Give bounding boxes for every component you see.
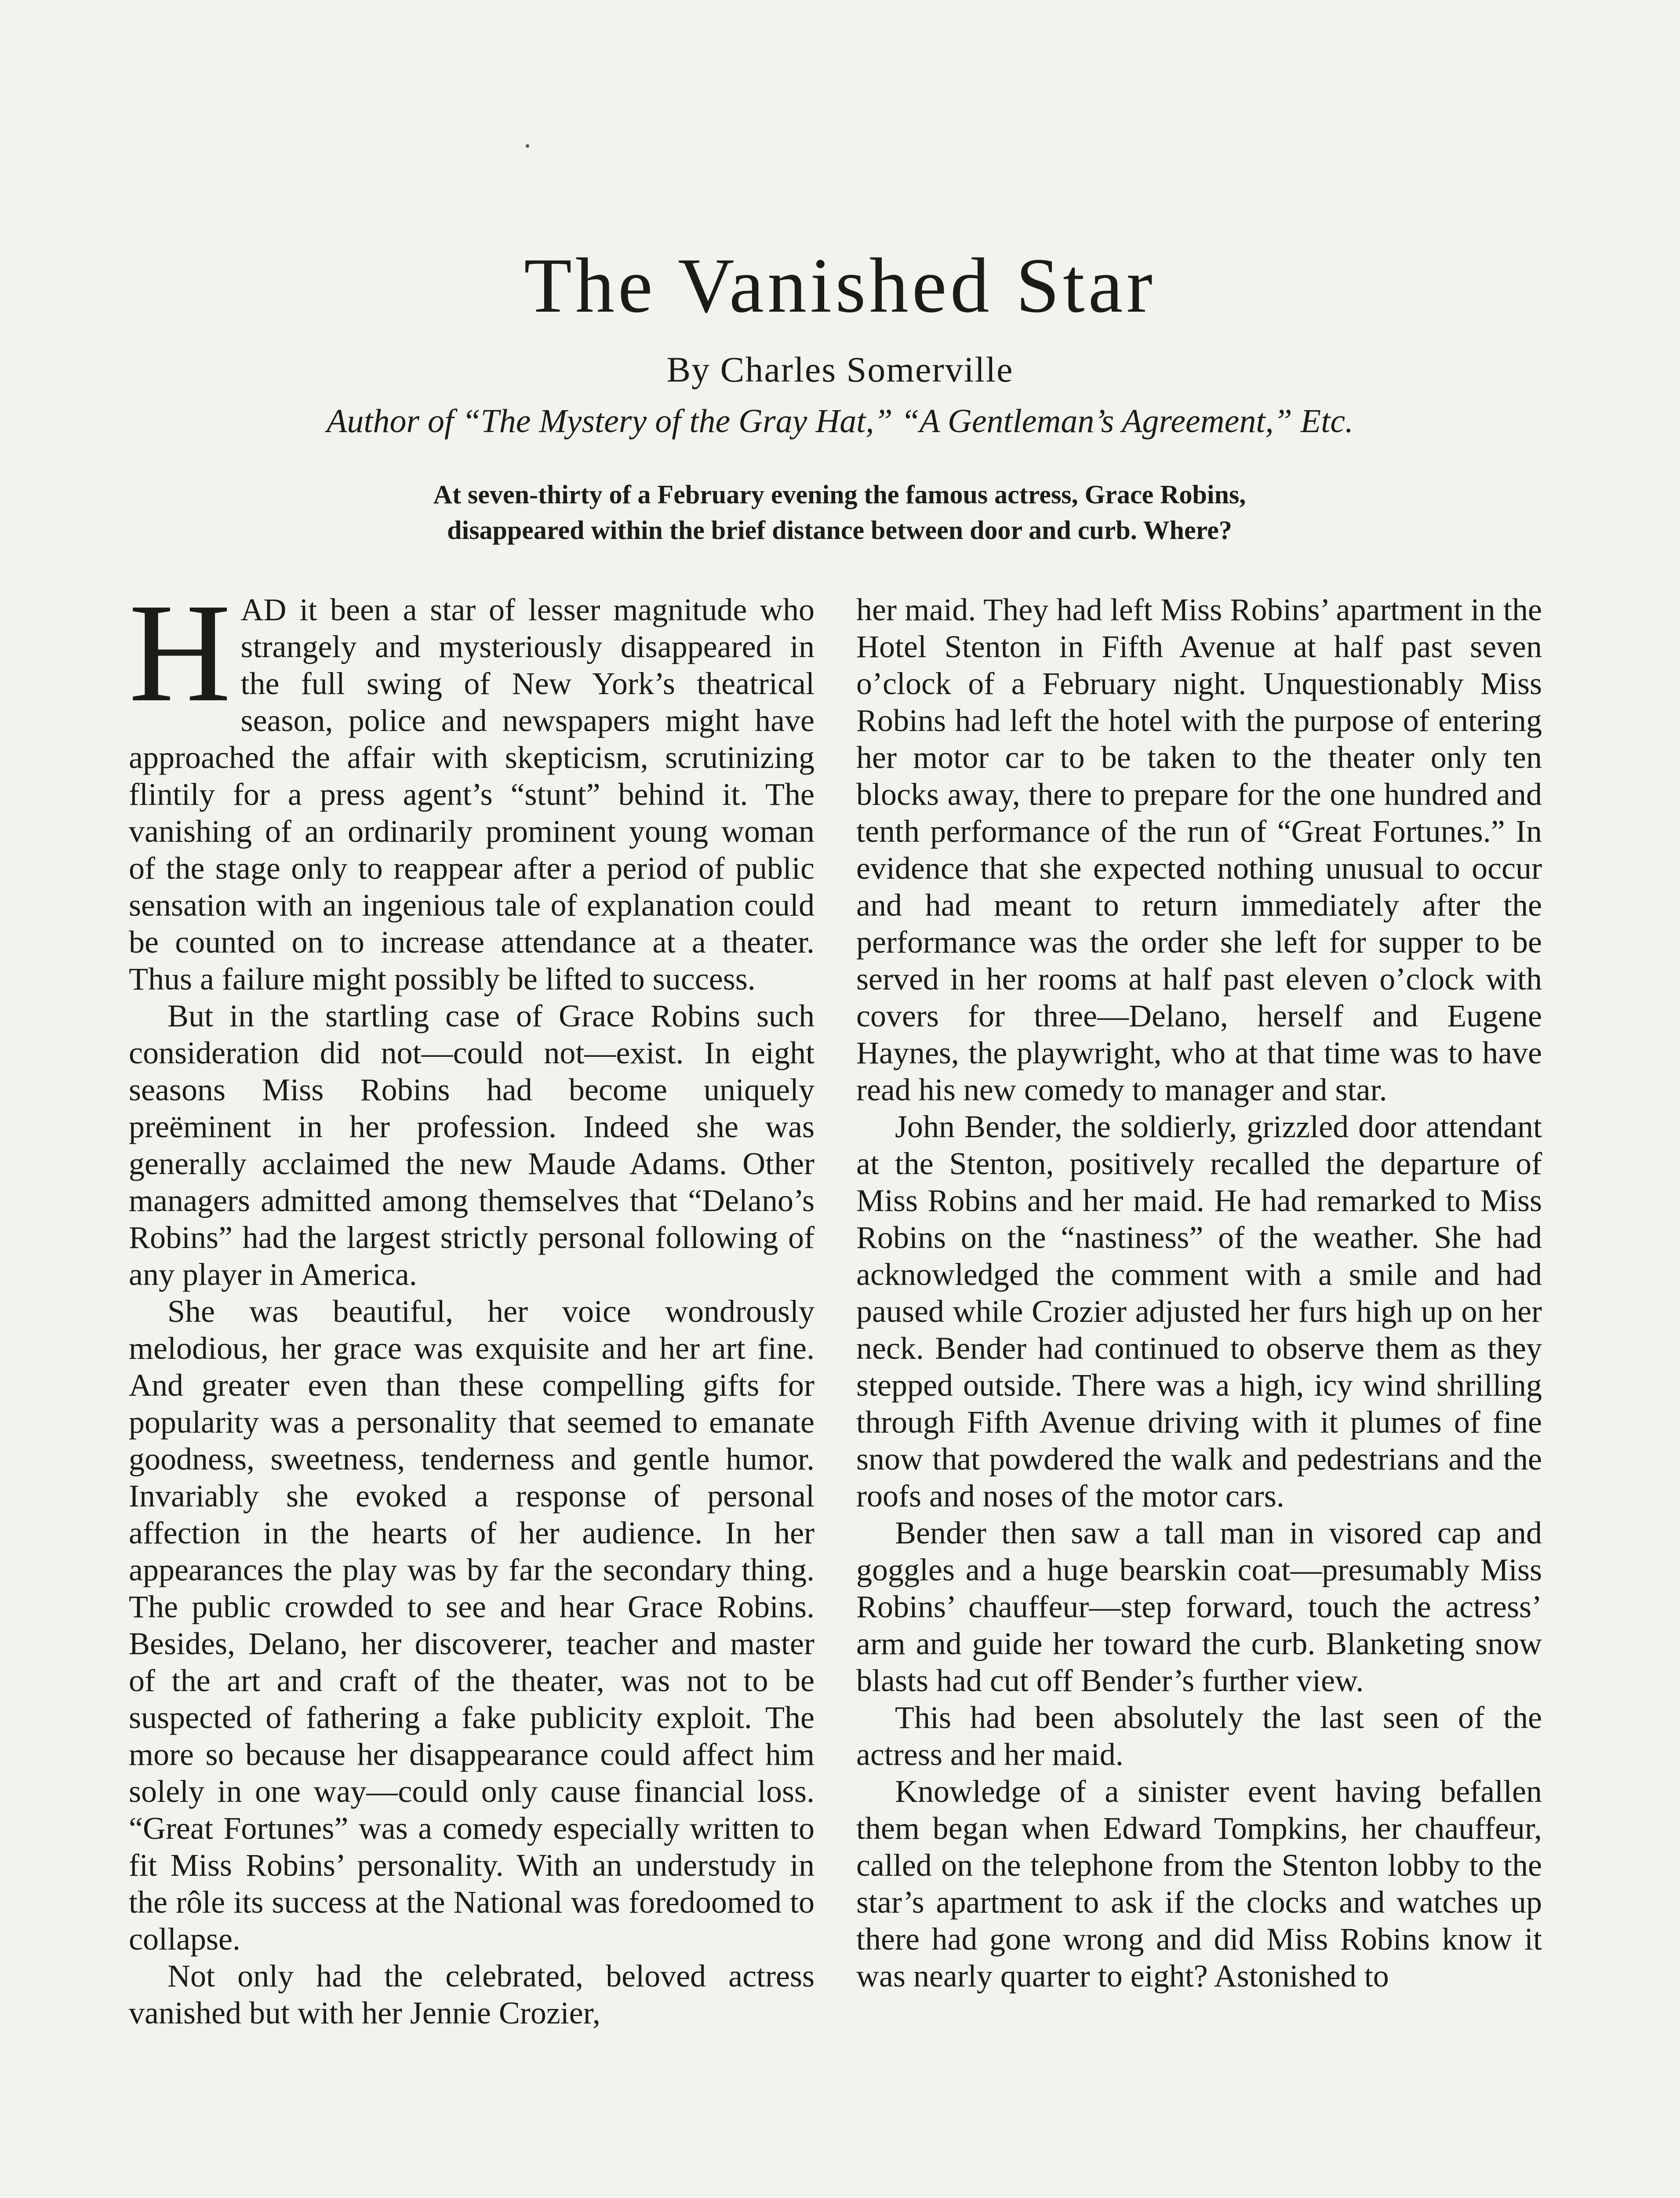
ink-speck xyxy=(526,144,529,148)
paragraph: her maid. They had left Miss Robins’ apartment in the Hotel Stenton in Fifth Avenue at half past seven o’clock of a February night. Unquestionably Miss Robins had left the hotel with the purpose of entering her motor car to be taken to the theater only ten blocks away, there to prepare for the one hundred and tenth performance of the run of “Great Fortunes.” In evidence that she expected nothing unusual to occur and had meant to return immediately after the performance was the order she left for supper to be served in her rooms at half past eleven o’clock with covers for three—Delano, herself and Eugene Haynes, the playwright, who at that time was to have read his new comedy to manager and star. xyxy=(856,592,1542,1107)
paragraph: But in the startling case of Grace Robins such consideration did not—could not—exist. In eight seasons Miss Robins had become uniquely preëminent in her profession. Indeed she was generally acclaimed the new Maude Adams. Other managers admitted among themselves that “Delano’s Robins” had the largest strictly personal following of any player in America. xyxy=(129,998,815,1292)
right-column xyxy=(856,591,1542,1994)
article-dek xyxy=(246,477,1433,548)
paragraph: She was beautiful, her voice wondrously melodious, her grace was exquisite and her art fine. And greater even than these compelling gifts for popularity was a personality that seemed to emanate goodness, sweetness, tenderness and gentle humor. Invariably she evoked a response of personal affection in the hearts of her audience. In her appearances the play was by far the secondary thing. The public crowded to see and hear Grace Robins. Besides, Delano, her discoverer, teacher and master of the art and craft of the theater, was not to be suspected of fathering a fake publicity exploit. The more so because her disappearance could affect him solely in one way—could only cause financial loss. “Great Fortunes” was a comedy especially written to fit Miss Robins’ personality. With an understudy in the rôle its success at the National was foredoomed to collapse. xyxy=(129,1294,815,1957)
paragraph: Bender then saw a tall man in visored cap and goggles and a huge bearskin coat—presumably Miss Robins’ chauffeur—step forward, touch the actress’ arm and guide her toward the curb. Blanketing snow blasts had cut off Bender’s further view. xyxy=(856,1515,1542,1698)
paragraph: This had been absolutely the last seen of the actress and her maid. xyxy=(856,1700,1542,1772)
dek-line-2: disappeared within the brief distance between door and curb. Where? xyxy=(447,516,1232,545)
paragraph xyxy=(129,574,815,997)
paragraph: Not only had the celebrated, beloved actress vanished but with her Jennie Crozier, xyxy=(129,1958,815,2031)
byline: By Charles Somerville xyxy=(666,349,1014,389)
article-title: The Vanished Star xyxy=(524,242,1156,329)
author-note: Author of “The Mystery of the Gray Hat,” “A Gentleman’s Agreement,” Etc. xyxy=(326,403,1354,440)
paragraph: Knowledge of a sinister event having befallen them began when Edward Tompkins, her chauffeur, called on the telephone from the Stenton lobby to the star’s apartment to ask if the clocks and watches up there had gone wrong and did Miss Robins know it was nearly quarter to eight? Astonished to xyxy=(856,1774,1542,1994)
paragraph-text: AD it been a star of lesser magnitude who strangely and mysteriously disappeared in the full swing of New York’s theatrical season, police and newspapers might have approached the affair with skepticism, scrutinizing flintily for a press agent’s “stunt” behind it. The vanishing of an ordinarily prominent young woman of the stage only to reappear after a period of public sensation with an ingenious tale of explanation could be counted on to increase attendance at a theater. Thus a failure might possibly be lifted to success. xyxy=(129,592,815,997)
left-column xyxy=(129,574,815,2031)
paragraph: John Bender, the soldierly, grizzled door attendant at the Stenton, positively recalled the departure of Miss Robins and her maid. He had remarked to Miss Robins on the “nastiness” of the weather. She had acknowledged the comment with a smile and had paused while Crozier adjusted her furs high up on her neck. Bender had continued to observe them as they stepped outside. There was a high, icy wind shrilling through Fifth Avenue driving with it plumes of fine snow that powdered the walk and pedestrians and the roofs and noses of the motor cars. xyxy=(856,1109,1542,1514)
dek-line-1: At seven-thirty of a February evening the famous actress, Grace Robins, xyxy=(433,480,1246,509)
drop-cap: H xyxy=(129,574,231,731)
